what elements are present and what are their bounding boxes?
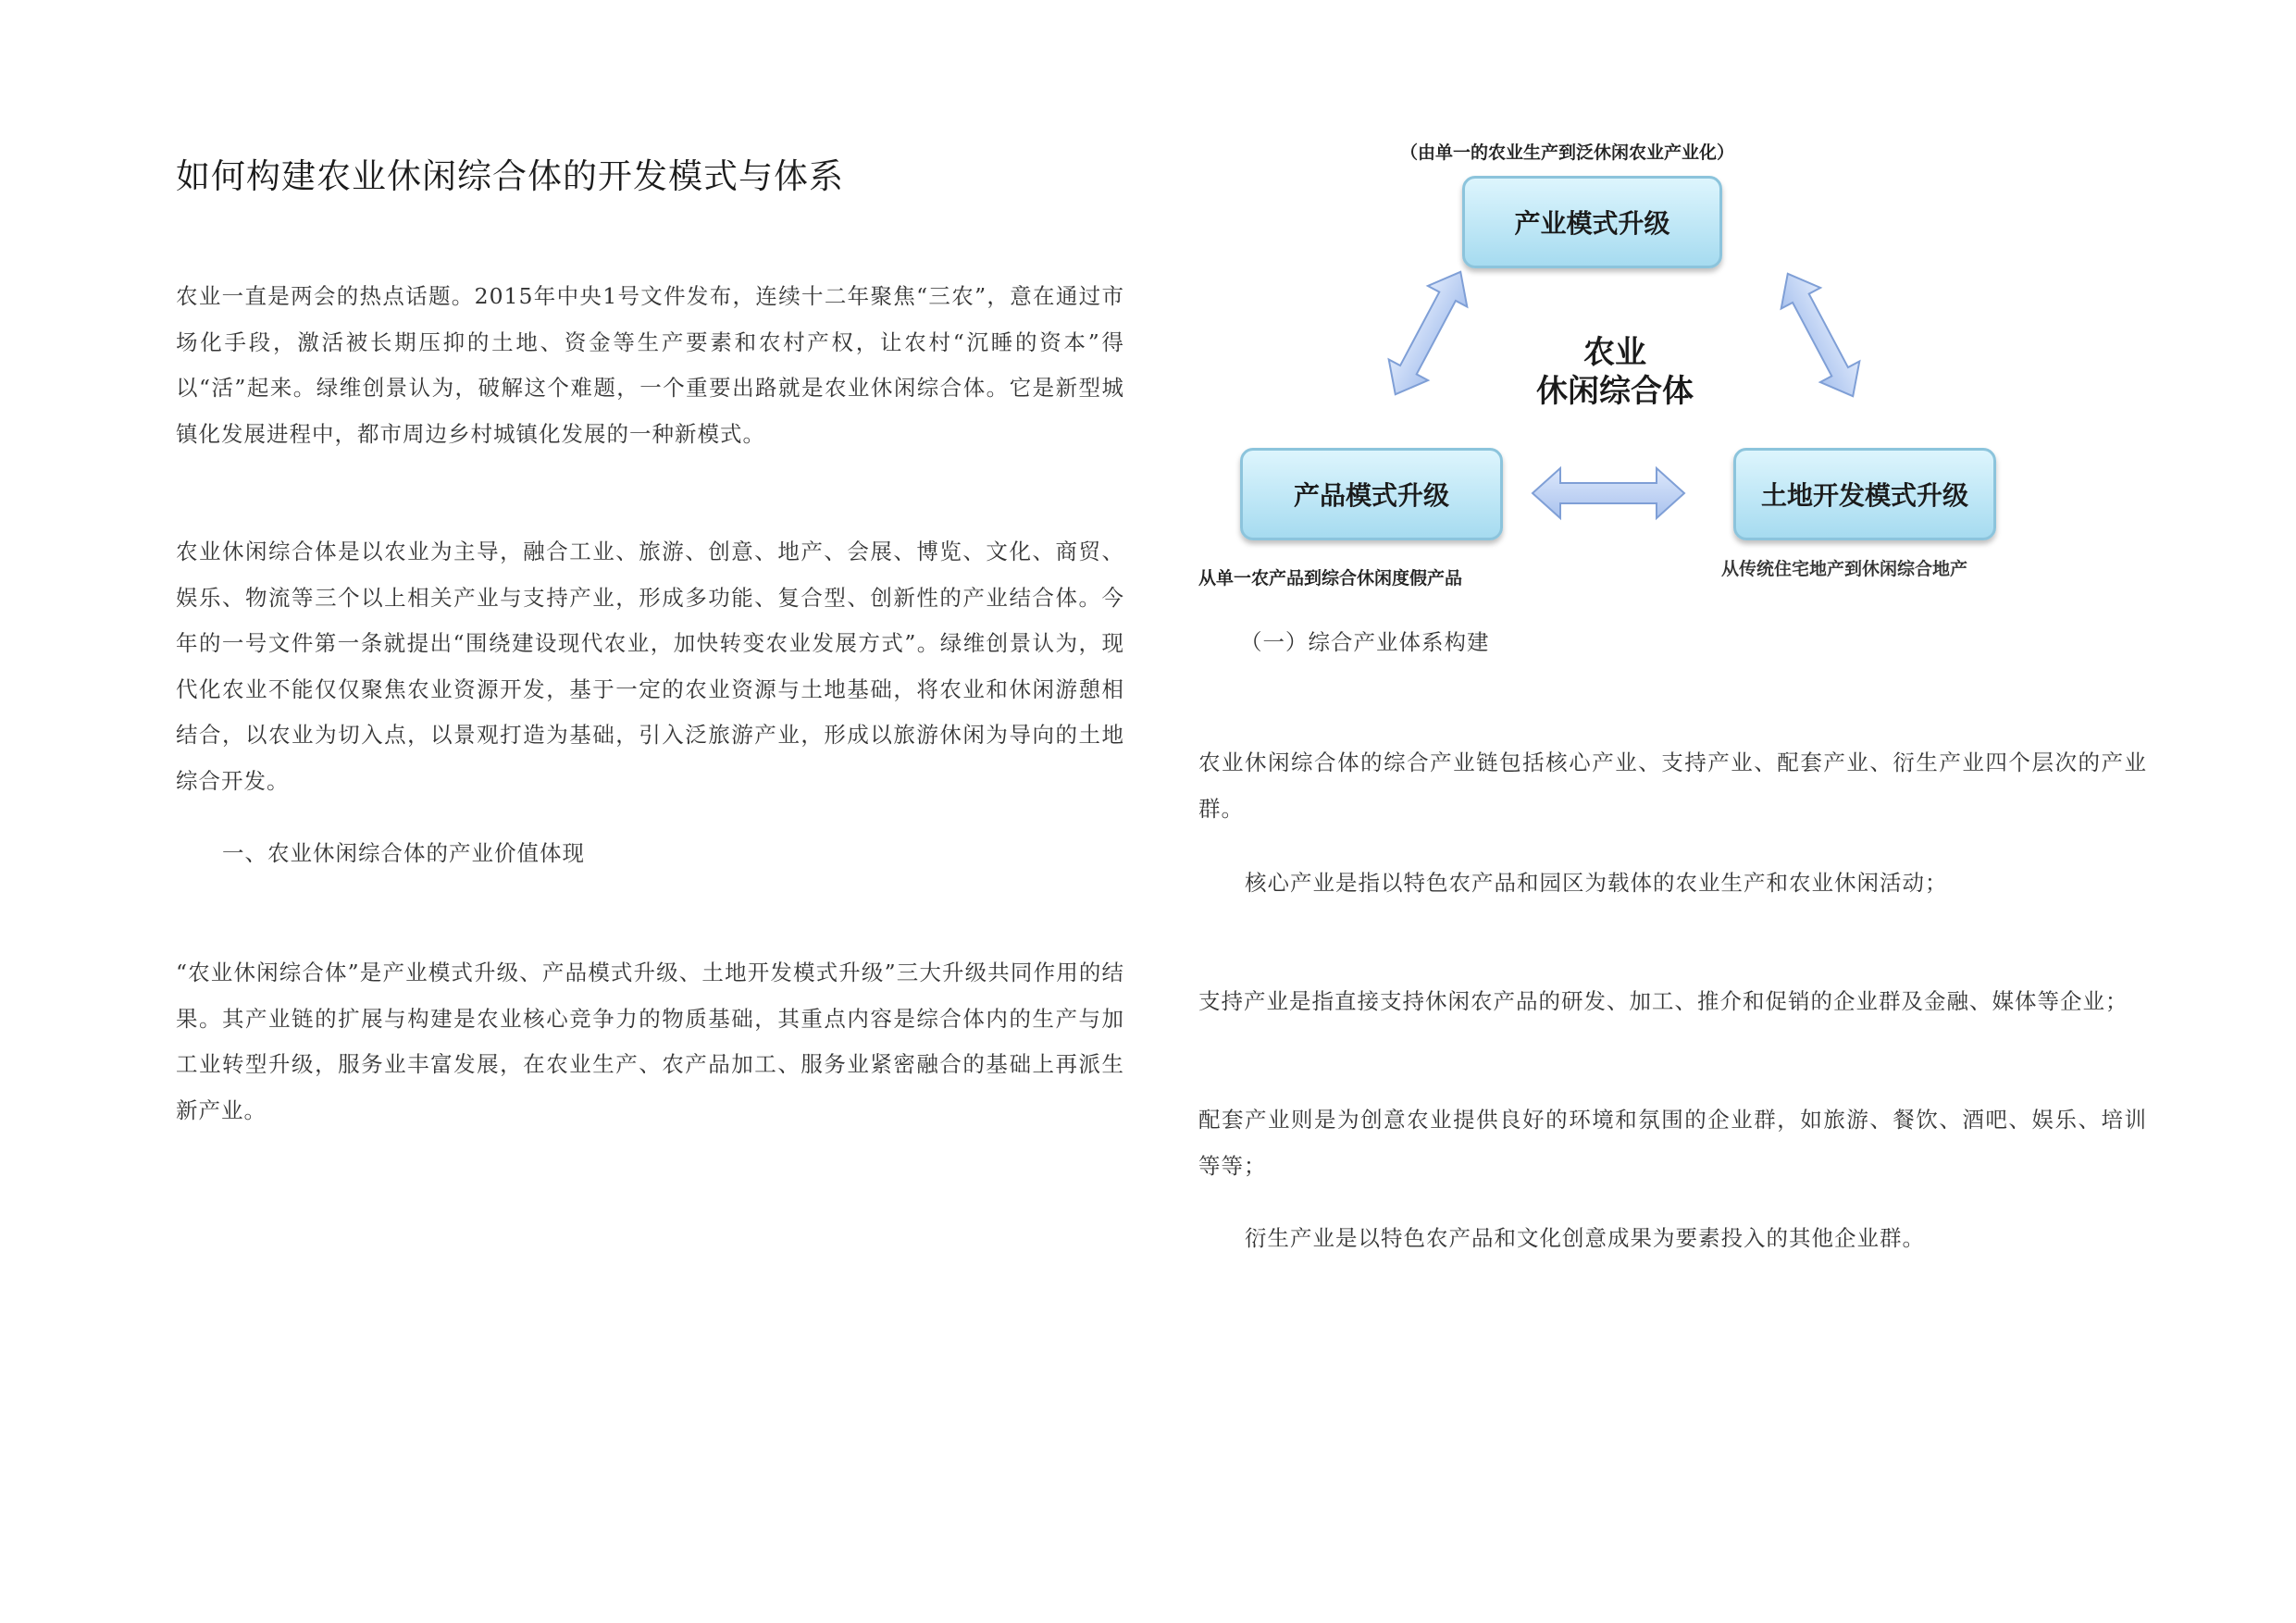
caption-left: 从单一农产品到综合休闲度假产品 <box>1198 568 1463 588</box>
paragraph-supporting: 配套产业则是为创意农业提供良好的环境和氛围的企业群，如旅游、餐饮、酒吧、娱乐、培训等等； <box>1198 1107 2147 1179</box>
double-arrow-horizontal <box>1533 468 1684 518</box>
paragraph-core: 核心产业是指以特色农产品和园区为载体的农业生产和农业休闲活动； <box>1245 870 1948 896</box>
box-product-upgrade: 产品模式升级 <box>1240 448 1503 540</box>
caption-top: （由单一的农业生产到泛休闲农业产业化） <box>1400 142 1735 163</box>
center-title-line2: 休闲综合体 <box>1536 373 1694 410</box>
double-arrow-left <box>1376 262 1481 405</box>
paragraph-value: “农业休闲综合体”是产业模式升级、产品模式升级、土地开发模式升级”三大升级共同作用的结果。其产业链的扩展与构建是农业核心竞争力的物质基础，其重点内容是综合体内的生产与加工业转型升级，服务业丰富发展，在农业生产、农产品加工、服务业紧密融合的基础上再派生新产业。 <box>176 960 1124 1123</box>
section-heading-value: 一、农业休闲综合体的产业价值体现 <box>222 840 585 866</box>
double-arrow-right <box>1769 264 1873 407</box>
box-industry-upgrade: 产业模式升级 <box>1462 176 1722 268</box>
paragraph-definition: 农业休闲综合体是以农业为主导，融合工业、旅游、创意、地产、会展、博览、文化、商贸、娱乐、物流等三个以上相关产业与支持产业，形成多功能、复合型、创新性的产业结合体。今年的一号文件第一条就提出“围绕建设现代农业，加快转变农业发展方式”。绿维创景认为，现代化农业不能仅仅聚焦农业资源开发，基于一定的农业资源与土地基础，将农业和休闲游憩相结合，以农业为切入点，以景观打造为基础，引入泛旅游产业，形成以旅游休闲为导向的土地综合开发。 <box>176 539 1124 794</box>
paragraph-support: 支持产业是指直接支持休闲农产品的研发、加工、推介和促销的企业群及金融、媒体等企业； <box>1198 988 2128 1014</box>
box-land-upgrade: 土地开发模式升级 <box>1733 448 1996 540</box>
center-title-line1: 农业 <box>1583 334 1646 371</box>
center-title <box>1504 333 1726 411</box>
caption-right: 从传统住宅地产到休闲综合地产 <box>1721 559 1968 579</box>
page-title: 如何构建农业休闲综合体的开发模式与体系 <box>176 156 844 196</box>
paragraph-intro: 农业一直是两会的热点话题。2015年中央1号文件发布，连续十二年聚焦“三农”，意在通过市场化手段，激活被长期压抑的土地、资金等生产要素和农村产权，让农村“沉睡的资本”得以“活”起来。绿维创景认为，破解这个难题，一个重要出路就是农业休闲综合体。它是新型城镇化发展进程中，都市周边乡村城镇化发展的一种新模式。 <box>176 283 1124 447</box>
section-heading-system: （一）综合产业体系构建 <box>1240 629 1490 655</box>
upgrade-diagram <box>1198 130 2087 601</box>
paragraph-derivative: 衍生产业是以特色农产品和文化创意成果为要素投入的其他企业群。 <box>1245 1225 1925 1251</box>
paragraph-chain: 农业休闲综合体的综合产业链包括核心产业、支持产业、配套产业、衍生产业四个层次的产业群。 <box>1198 750 2147 822</box>
